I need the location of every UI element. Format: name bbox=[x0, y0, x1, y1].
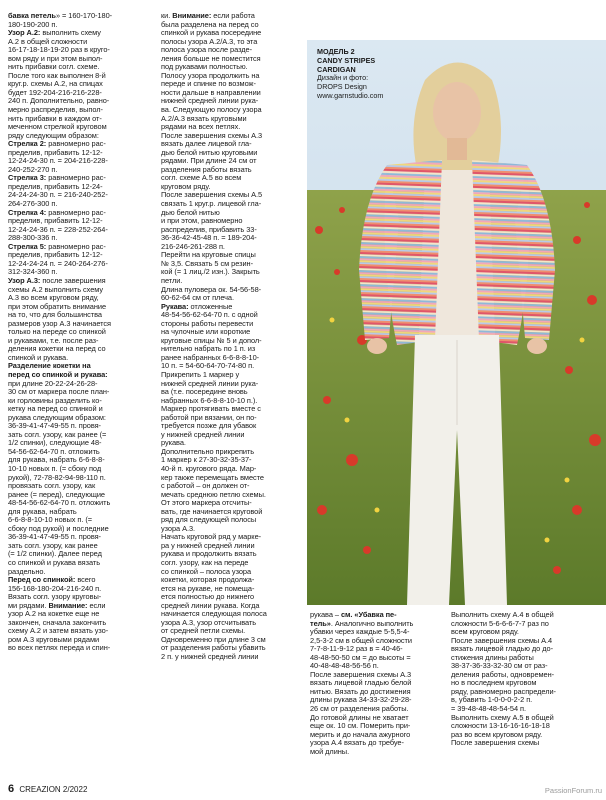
text-run: (= 1/2 спинки). Далее перед bbox=[8, 549, 102, 559]
text-run: дью белой нитью bbox=[161, 207, 220, 217]
text-run: выполнить схему bbox=[40, 28, 101, 38]
text-run: мой длины. bbox=[310, 746, 350, 756]
text-run: ряду следующим образом: bbox=[8, 130, 99, 140]
text-column-1 bbox=[8, 12, 155, 653]
text-run: 60-62-64 см от плеча. bbox=[161, 293, 234, 303]
text-run: 240 п. Дополнительно, равно- bbox=[8, 96, 110, 106]
text-run: нить прибавки согл. схеме. bbox=[8, 62, 100, 72]
text-run: узора А.3. bbox=[161, 523, 196, 533]
text-run: еще ок. 10 см. Померить при- bbox=[310, 721, 411, 731]
text-line bbox=[310, 748, 445, 757]
text-run: Прикрепить 1 маркер у bbox=[161, 369, 240, 379]
text-run: Начать круговой ряд у марке- bbox=[161, 532, 262, 542]
text-run: После завершения схемы А.5 bbox=[161, 190, 263, 200]
text-run: петли. bbox=[161, 275, 183, 285]
credit-url: www.garnstudio.com bbox=[317, 90, 384, 100]
text-run: закончен, сначала закончить bbox=[8, 617, 107, 627]
text-line bbox=[161, 653, 303, 662]
text-run: равномерно рас- bbox=[46, 139, 106, 149]
text-run: после завершения bbox=[40, 275, 106, 285]
text-run: будет 192-204-216-216-228- bbox=[8, 87, 102, 97]
text-run: 312-324-360 п. bbox=[8, 267, 58, 277]
text-run: со спинкой и рукава вязать bbox=[8, 558, 100, 567]
text-run: ром А.3 круговыми рядами bbox=[8, 634, 100, 644]
text-run: Маркер протягивать вместе с bbox=[161, 404, 261, 414]
text-run: Дополнительно прикрепить bbox=[161, 446, 255, 456]
text-run: рядами. При длине 24 см от bbox=[161, 156, 257, 166]
text-run: После завершения схемы А.4 bbox=[451, 635, 553, 645]
site-watermark: PassionForum.ru bbox=[544, 786, 602, 795]
text-run: схемы А.2 выполнить схему bbox=[8, 284, 104, 294]
text-run: узора А.3, узор отсчитывать bbox=[161, 617, 257, 627]
text-run: После завершения схемы bbox=[451, 738, 540, 748]
bold-run: тель» bbox=[310, 618, 331, 628]
text-run: 48-48-50-50 см = до высоты = bbox=[310, 652, 411, 662]
text-run: 156-168-180-204-216-240 п. bbox=[8, 583, 102, 593]
text-run: равномерно рас- bbox=[46, 173, 106, 183]
text-run: узора А.4 вязать до требуе- bbox=[310, 738, 404, 748]
text-run: раз во всем круговом ряду. bbox=[451, 729, 543, 739]
text-run: рукава – bbox=[310, 610, 341, 619]
text-run: дью белой нитью круговыми bbox=[161, 147, 258, 157]
text-run: 1 маркер к 27-30-32-35-37- bbox=[161, 455, 252, 465]
text-run: длины рукава 34-33-32-29-28- bbox=[310, 695, 412, 705]
text-run: от разделения работы убавить bbox=[161, 643, 266, 653]
text-run: ности дальше в направлении bbox=[161, 87, 261, 97]
text-run: связать 1 круг.р. лицевой гла- bbox=[161, 199, 262, 209]
text-run: со спинкой – полоса узора bbox=[161, 566, 252, 576]
text-run: пределив, прибавить 12-12- bbox=[8, 250, 103, 260]
text-run: Перейти на круговые спицы bbox=[161, 250, 256, 260]
text-run: Вязать согл. узору круговы- bbox=[8, 592, 102, 602]
text-run: 48-54-56-62-64-70 п. с одной bbox=[161, 310, 258, 320]
text-run: нить прибавки в каждом от- bbox=[8, 113, 102, 123]
text-run: 36-39-41-47-49-55 п. провя- bbox=[8, 421, 101, 431]
text-run: распределив, прибавить 33- bbox=[161, 224, 257, 234]
issue-label: CREAZION 2/2022 bbox=[19, 785, 88, 794]
text-run: только на переде со спинкой bbox=[8, 327, 106, 337]
bold-run: Внимание: bbox=[172, 11, 212, 20]
text-run: при этом обратить внимание bbox=[8, 301, 107, 311]
text-run: рукава. bbox=[161, 438, 186, 448]
text-run: ки. bbox=[161, 11, 173, 20]
text-run: 10-10 новых п. (= сбоку под bbox=[8, 463, 102, 473]
text-run: вать, где начинается круговой bbox=[161, 506, 263, 516]
text-run: 40-48-48-48-56-56 п. bbox=[310, 661, 379, 671]
text-line bbox=[8, 644, 155, 653]
text-run: ления больше не поместится bbox=[161, 53, 261, 63]
model-caption bbox=[317, 48, 383, 101]
text-run: . Аналогично выполнить bbox=[330, 618, 414, 628]
text-run: Полосу узора продолжить на bbox=[161, 70, 260, 80]
text-run: согл. узору, как на переде bbox=[161, 558, 249, 567]
text-run: 24-24-24-30 п. = 216-240-252- bbox=[8, 190, 108, 200]
text-run: вязать лицевой гладью до до- bbox=[451, 644, 553, 654]
text-run: в, убавить 1-0-0-0-2-2 п. bbox=[451, 695, 533, 705]
text-run: рукава следующим образом: bbox=[8, 412, 106, 422]
bold-run: Узор А.3: bbox=[8, 275, 41, 285]
text-run: всего bbox=[75, 575, 96, 585]
text-run: требуется позже для убавок bbox=[161, 421, 257, 431]
text-run: на то, что для большинства bbox=[8, 310, 102, 320]
text-run: если работа bbox=[211, 11, 255, 20]
text-run: нижней средней линии рука- bbox=[161, 378, 259, 388]
text-run: ки горловины разделить ко- bbox=[8, 395, 102, 405]
text-run: переде и спинке по возмож- bbox=[161, 79, 256, 89]
text-run: сбоку под рукой) и последние bbox=[8, 523, 109, 533]
text-run: рукава и продолжить вязать bbox=[161, 549, 257, 559]
text-run: если bbox=[87, 600, 106, 610]
text-run: сложности 13-16-16-16-18-18 bbox=[451, 721, 550, 731]
text-run: ряд для следующей полосы bbox=[161, 515, 257, 525]
text-run: 2,5-3-2 см в общей сложности bbox=[310, 635, 412, 645]
text-column-3 bbox=[310, 611, 445, 756]
text-run: 10 п. = 54-60-64-70-74-80 п. bbox=[161, 361, 255, 371]
text-run: для рукава, набрать bbox=[8, 506, 77, 516]
text-run: ранее (= перед), следующие bbox=[8, 489, 105, 499]
text-run: 40-й п. кругового ряда. Мар- bbox=[161, 463, 257, 473]
model-photo bbox=[307, 40, 606, 605]
text-run: 2 п. у нижней средней линии bbox=[161, 652, 259, 662]
text-run: провязать согл. узору, как bbox=[8, 481, 96, 491]
text-run: размеров узор А.3 начинается bbox=[8, 318, 112, 328]
bold-run: Перед со спинкой: bbox=[8, 575, 76, 585]
text-run: 36-36-42-45-48 п. = 189-204- bbox=[161, 233, 257, 243]
text-run: вязать далее лицевой гла- bbox=[161, 139, 252, 149]
text-run: с работой – он должен от- bbox=[161, 481, 250, 491]
text-run: № 3,5. Связать 5 см резин- bbox=[161, 258, 253, 268]
text-run: стижения длины работы bbox=[451, 652, 534, 662]
text-run: кер также перемещать вместе bbox=[161, 472, 264, 482]
text-column-2 bbox=[161, 12, 303, 662]
text-run: 30 см от маркера после план- bbox=[8, 387, 110, 397]
text-run: полоса узора после разде- bbox=[161, 45, 252, 55]
text-run: при длине 20-22-24-26-28- bbox=[8, 378, 98, 388]
text-run: сложности 5-6-6-6-7-7 раз по bbox=[451, 618, 549, 628]
text-run: ряду, равномерно распредели- bbox=[451, 686, 556, 696]
text-run: 240-252-270 п. bbox=[8, 164, 58, 174]
text-run: А.2 в общей сложности bbox=[8, 36, 88, 46]
model-number: МОДЕЛЬ 2 bbox=[317, 47, 355, 56]
text-run: 6-6-8-8-10-10 новых п. (= bbox=[8, 515, 93, 525]
model-name-line-2: CARDIGAN bbox=[317, 64, 356, 74]
text-run: полосы узора А.2/А.3, то эта bbox=[161, 36, 258, 46]
text-run: 26 см от разделения работы. bbox=[310, 704, 409, 714]
text-run: у нижней средней линии bbox=[161, 429, 245, 439]
text-run: ва. Следующую полосу узора bbox=[161, 105, 262, 115]
text-run: Выполнить схему А.4 в общей bbox=[451, 610, 554, 619]
text-run: мерно распределив, выпол- bbox=[8, 105, 103, 115]
text-run: 12-24-24-36 п. = 228-252-264- bbox=[8, 224, 108, 234]
text-run: 54-56-62-64-70 п. отложить bbox=[8, 446, 100, 456]
text-run: кетку на перед со спинкой и bbox=[8, 404, 103, 414]
page-number: 6 bbox=[8, 783, 15, 795]
bold-run: см. «Убавка пе- bbox=[340, 610, 397, 619]
text-run: 36-39-41-47-49-55 п. провя- bbox=[8, 532, 101, 542]
model-name-line-1: CANDY STRIPES bbox=[317, 55, 376, 65]
text-run: вязать лицевой гладью белой bbox=[310, 678, 412, 688]
bold-run: Стрелка 5: bbox=[8, 241, 47, 251]
bold-run: Узор А.2: bbox=[8, 28, 41, 38]
text-run: Выполнить схему А.5 в общей bbox=[451, 712, 554, 722]
text-run: 264-276-300 п. bbox=[8, 199, 58, 209]
bold-run: Разделение кокетки на bbox=[8, 361, 91, 371]
text-run: После того как выполнен 8-й bbox=[8, 70, 106, 80]
text-run: на чулочные или короткие bbox=[161, 327, 251, 337]
text-run: ется на рукаве, не помеща- bbox=[161, 583, 255, 593]
text-run: вом ряду и при этом выпол- bbox=[8, 53, 103, 63]
text-run: разделения работы вязать bbox=[161, 164, 252, 174]
bold-run: Рукава: bbox=[161, 301, 189, 311]
text-run: убавки через каждые 5-5,5-4- bbox=[310, 627, 410, 637]
text-run: схему А.2 и затем вязать узо- bbox=[8, 626, 109, 636]
text-run: набранных 6-6-8-8-10-10 п.). bbox=[161, 395, 258, 405]
text-run: спинкой и рукава. bbox=[8, 352, 69, 362]
text-column-4 bbox=[451, 611, 601, 748]
bold-run: бавка петель bbox=[8, 11, 56, 20]
text-run: ва (т.е. посередине вновь bbox=[161, 387, 248, 397]
text-run: круг.р. схемы А.2, на спицах bbox=[8, 79, 103, 89]
text-run: начинается следующая полоса bbox=[161, 609, 267, 619]
text-run: кой (= 1 лиц./2 изн.). Закрыть bbox=[161, 267, 260, 277]
text-run: нижней средней линии рука- bbox=[161, 96, 259, 106]
text-run: пределив, прибавить 12-12- bbox=[8, 216, 103, 226]
cardigan-photo-image bbox=[307, 40, 606, 605]
text-run: круговом ряду. bbox=[161, 181, 211, 191]
text-run: зать согл. узору, как ранее bbox=[8, 540, 98, 550]
text-run: мечать среднюю петлю схемы. bbox=[161, 489, 266, 499]
bold-run: Внимание: bbox=[48, 600, 88, 610]
text-run: узор А.2 на кокетке еще не bbox=[8, 609, 100, 619]
text-run: ется полностью до нижнего bbox=[161, 592, 255, 602]
text-run: деления работы, одновремен- bbox=[451, 669, 555, 679]
text-run: А.3 во всем круговом ряду, bbox=[8, 293, 99, 303]
text-run: Длина пуловера ок. 54-56-58- bbox=[161, 284, 262, 294]
text-run: 180-190-200 п. bbox=[8, 19, 58, 29]
text-run: 16-17-18-18-19-20 раз в круго- bbox=[8, 45, 110, 55]
text-run: равномерно рас- bbox=[46, 241, 106, 251]
text-run: средней линии рукава. Когда bbox=[161, 600, 260, 610]
text-run: всем круговом ряду. bbox=[451, 627, 519, 637]
bold-run: Стрелка 2: bbox=[8, 139, 47, 149]
text-run: ра у нижней средней линии bbox=[161, 540, 255, 550]
text-run: 216-246-261-288 п. bbox=[161, 241, 225, 251]
text-run: = 39-48-48-48-54-54 п. bbox=[451, 704, 527, 714]
text-run: деления кокетки на перед со bbox=[8, 344, 106, 354]
text-run: 12-24-24-30 п. = 204-216-228- bbox=[8, 156, 108, 166]
text-line bbox=[451, 739, 601, 748]
text-run: ранее набранных 6-6-8-8-10- bbox=[161, 352, 260, 362]
text-run: пределив, прибавить 12-12- bbox=[8, 147, 103, 157]
text-run: согл. схеме А.5 во всем bbox=[161, 173, 242, 183]
text-run: работой при вязании, он по- bbox=[161, 412, 257, 422]
text-run: и рукавами, т.е. после раз- bbox=[8, 335, 99, 345]
text-run: После завершения схемы А.3 bbox=[310, 669, 412, 679]
credit-designer: DROPS Design bbox=[317, 82, 367, 92]
text-run: » = 160-170-180- bbox=[55, 11, 113, 20]
text-run: 1/2 спинки), следующие 48- bbox=[8, 438, 102, 448]
text-run: равномерно рас- bbox=[46, 207, 106, 217]
text-run: До готовой длины не хватает bbox=[310, 712, 409, 722]
text-run: После завершения схемы А.3 bbox=[161, 130, 263, 140]
text-run: и при этом, равномерно bbox=[161, 216, 243, 226]
text-run: От этого маркера отсчиты- bbox=[161, 498, 252, 508]
text-run: нитью. Вязать до достижения bbox=[310, 686, 411, 696]
bold-run: Стрелка 4: bbox=[8, 207, 47, 217]
text-run: ми рядами. bbox=[8, 600, 49, 610]
bold-run: Стрелка 3: bbox=[8, 173, 47, 183]
text-run: рядами на всех петлях. bbox=[161, 122, 241, 132]
text-run: во всех петлях переда и спин- bbox=[8, 643, 111, 653]
text-run: 7-7-8-11-9-12 раз в = 40-46- bbox=[310, 644, 403, 654]
text-run: пределив, прибавить 12-24- bbox=[8, 181, 103, 191]
text-run: рукой), 72-78-82-94-98-110 п. bbox=[8, 472, 106, 482]
text-run: под рукавами полностью. bbox=[161, 62, 248, 72]
text-run: но в последнем круговом bbox=[451, 678, 537, 688]
text-run: зать согл. узору, как ранее (= bbox=[8, 429, 107, 439]
text-run: кокетки, которая продолжа- bbox=[161, 575, 255, 585]
text-run: круговые спицы № 5 и допол- bbox=[161, 335, 262, 345]
text-run: меченном стрелкой круговом bbox=[8, 122, 107, 132]
text-run: для рукава, набрать 6-6-8-8- bbox=[8, 455, 105, 465]
text-run: А.2/А.3 вязать круговыми bbox=[161, 113, 247, 123]
text-run: раздельно. bbox=[8, 566, 46, 576]
text-run: 38-37-36-33-32-30 см от раз- bbox=[451, 661, 548, 671]
page-footer bbox=[8, 783, 87, 795]
text-run: была разделена на перед со bbox=[161, 19, 259, 29]
text-run: 12-24-24-24 п. = 240-264-276- bbox=[8, 258, 108, 268]
text-run: мерить и до начала ажурного bbox=[310, 729, 411, 739]
text-run: Одновременно при длине 3 см bbox=[161, 634, 266, 644]
text-run: 288-300-336 п. bbox=[8, 233, 58, 243]
text-line bbox=[161, 268, 303, 277]
text-run: отложенные bbox=[188, 301, 233, 311]
text-run: нительно набрать по 1 п. из bbox=[161, 344, 256, 354]
text-run: стороны работы перевести bbox=[161, 318, 254, 328]
text-run: спинкой и рукава посередине bbox=[161, 28, 262, 38]
bold-run: перед со спинкой и рукава: bbox=[8, 369, 108, 379]
text-run: от средней петли схемы. bbox=[161, 626, 246, 636]
credit-label: Дизайн и фото: bbox=[317, 73, 369, 83]
text-run: 48-54-56-62-64-70 п. отложить bbox=[8, 498, 111, 508]
